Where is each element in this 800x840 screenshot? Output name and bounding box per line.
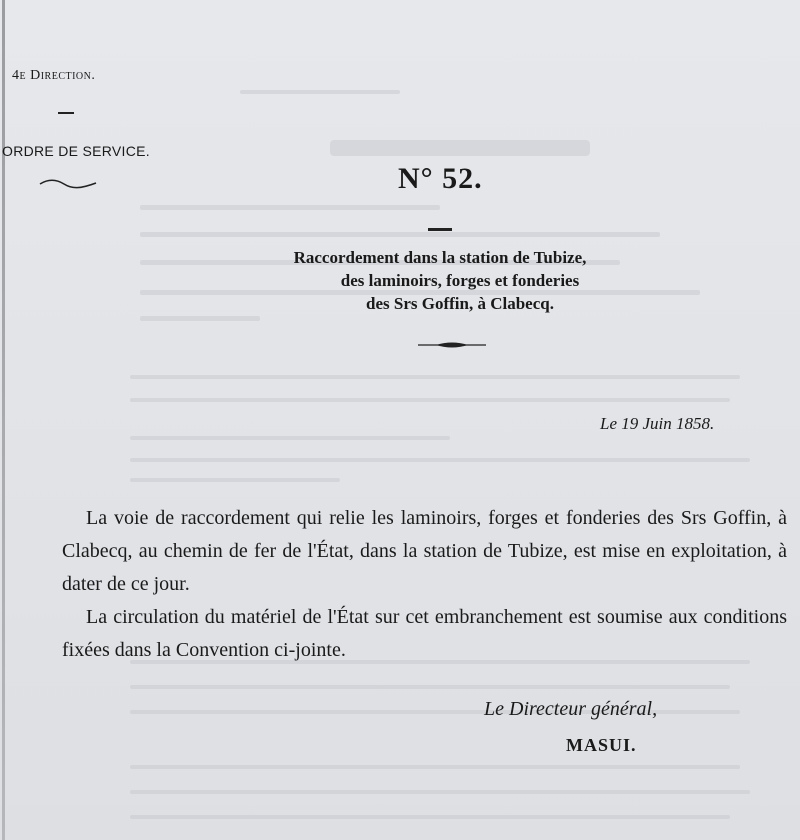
heading-divider	[428, 228, 452, 231]
signatory-title: Le Directeur général,	[484, 698, 658, 720]
body-paragraph-1: La voie de raccordement qui relie les laminoirs, forges et fonderies des Srs Goffin, à Clabecq, au chemin de fer de l'État, dans la station de Tubize, est mise en exploitation, à dater de ce jour.	[62, 507, 787, 595]
page-edge-shadow	[2, 0, 5, 840]
subject-line-2: des laminoirs, forges et fonderies	[340, 271, 580, 290]
subject-line-1: Raccordement dans la station de Tubize,	[293, 248, 587, 267]
order-subject	[150, 246, 730, 315]
order-date: Le 19 Juin 1858.	[600, 414, 715, 433]
margin-divider	[58, 112, 74, 114]
margin-direction-label: 4e Direction.	[12, 68, 96, 83]
section-rule-icon	[416, 338, 488, 352]
margin-ordre-label: ORDRE DE SERVICE.	[2, 143, 150, 159]
tilde-ornament-icon	[38, 178, 98, 190]
body-text	[62, 502, 787, 667]
order-number: N° 52.	[398, 162, 483, 195]
signatory-name: MASUI.	[566, 735, 637, 755]
subject-line-3: des Srs Goffin, à Clabecq.	[366, 294, 554, 313]
body-paragraph-2: La circulation du matériel de l'État sur cet embranchement est soumise aux conditions fixées dans la Convention ci-jointe.	[62, 606, 787, 661]
